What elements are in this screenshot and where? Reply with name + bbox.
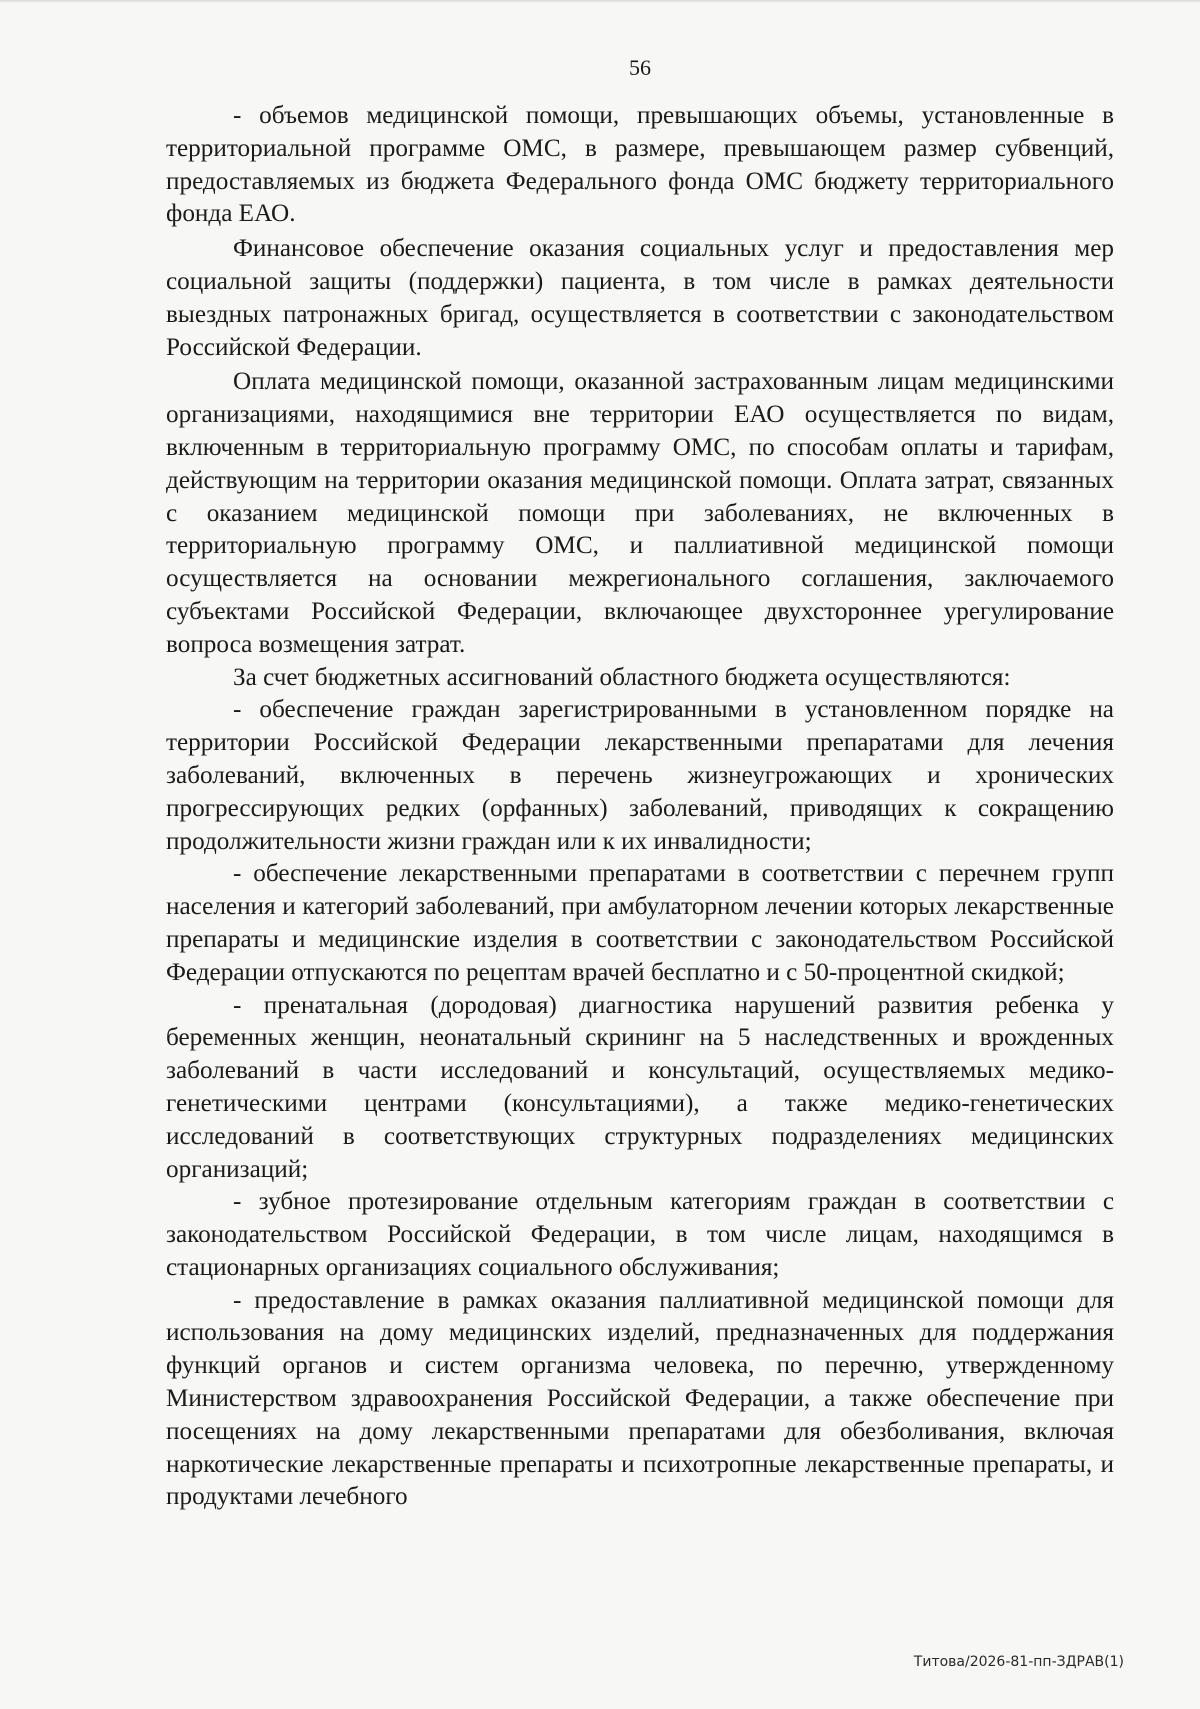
paragraph-3: Оплата медицинской помощи, оказанной застрахованным лицам медицинскими организациями, находящимися вне территории ЕАО осуществляется по видам, включенным в территориальную программу ОМС, по способам оплаты и тарифам, действующим на территории оказания медицинской помощи. Оплата затрат, связанных с оказанием медицинской помощи при заболеваниях, не включенных в территориальную программу ОМС, и паллиативной медицинской помощи осуществляется на основании межрегионального соглашения, заключаемого субъектами Российской Федерации, включающее двухстороннее урегулирование вопроса возмещения затрат.: [166, 368, 1114, 658]
paragraph-5: - обеспечение граждан зарегистрированными в установленном порядке на территории Российской Федерации лекарственными препаратами для лечения заболеваний, включенных в перечень жизнеугрожающих и хронических прогрессирующих редких (орфанных) заболеваний, приводящих к сокращению продолжительности жизни граждан или к их инвалидности;: [166, 696, 1114, 855]
paragraph-6: - обеспечение лекарственными препаратами в соответствии с перечнем групп населения и категорий заболеваний, при амбулаторном лечении которых лекарственные препараты и медицинские изделия в соответствии с законодательством Российской Федерации отпускаются по рецептам врачей бесплатно и с 50-процентной скидкой;: [166, 860, 1114, 986]
document-body: [166, 100, 1114, 1514]
paragraph-2: Финансовое обеспечение оказания социальных услуг и предоставления мер социальной защиты (поддержки) пациента, в том числе в рамках деятельности выездных патронажных бригад, осуществляется в соответствии с законодательством Российской Федерации.: [166, 235, 1114, 361]
paragraph-1: - объемов медицинской помощи, превышающих объемы, установленные в территориальной программе ОМС, в размере, превышающем размер субвенций, предоставляемых из бюджета Федерального фонда ОМС бюджету территориального фонда ЕАО.: [166, 102, 1114, 228]
paragraph-8: - зубное протезирование отдельным категориям граждан в соответствии с законодательством Российской Федерации, в том числе лицам, находящимся в стационарных организациях социального обслуживания;: [166, 1188, 1114, 1281]
page-top-edge: [0, 0, 1200, 3]
document-footer-code: Титова/2026-81-пп-ЗДРАВ(1): [913, 1654, 1124, 1670]
paragraph-7: - пренатальная (дородовая) диагностика нарушений развития ребенка у беременных женщин, неонатальный скрининг на 5 наследственных и врожденных заболеваний в части исследований и консультаций, осуществляемых медико-генетическими центрами (консультациями), а также медико-генетических исследований в соответствующих структурных подразделениях медицинских организаций;: [166, 991, 1114, 1183]
page-number: 56: [629, 55, 651, 80]
paragraph-9: - предоставление в рамках оказания паллиативной медицинской помощи для использования на дому медицинских изделий, предназначенных для поддержания функций органов и систем организма человека, по перечню, утвержденному Министерством здравоохранения Российской Федерации, а также обеспечение при посещениях на дому лекарственными препаратами для обезболивания, включая наркотические лекарственные препараты и психотропные лекарственные препараты, и продуктами лечебного: [166, 1286, 1114, 1511]
paragraph-4: За счет бюджетных ассигнований областного бюджета осуществляются:: [233, 663, 1011, 691]
